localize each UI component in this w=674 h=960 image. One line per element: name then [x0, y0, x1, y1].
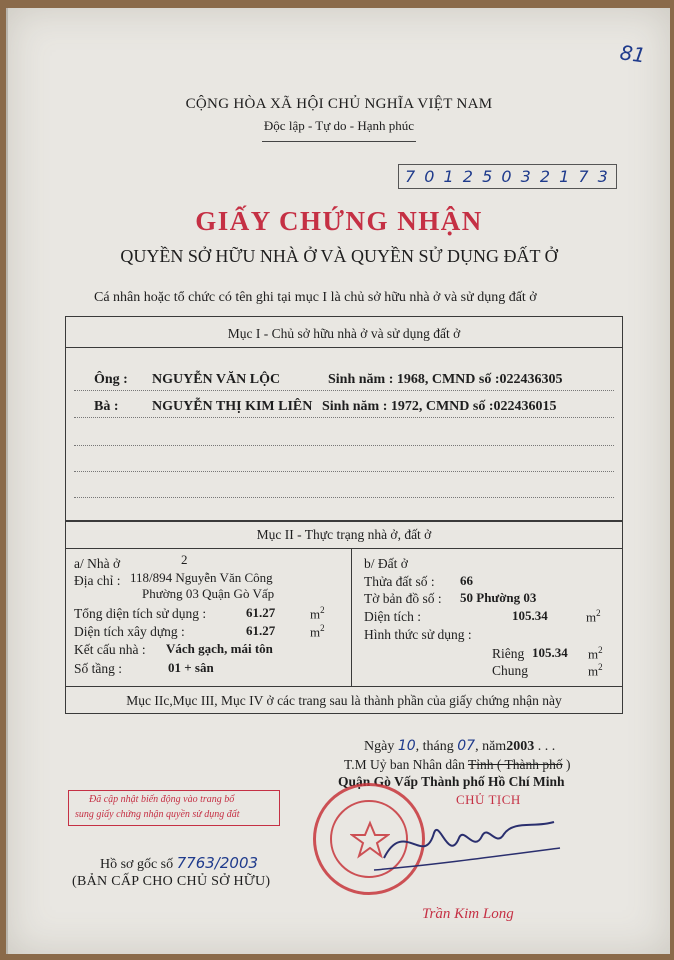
map-label: Tờ bản đồ số : — [364, 591, 442, 606]
address-line-2: Phường 03 Quận Gò Vấp — [142, 586, 275, 601]
date-year: 2003 — [506, 739, 535, 754]
unit: m — [588, 646, 599, 662]
national-title: CỘNG HÒA XÃ HỘI CHỦ NGHĨA VIỆT NAM — [185, 96, 493, 112]
total-area-label: Tổng diện tích sử dụng : — [74, 606, 207, 621]
dotted-line — [74, 390, 614, 391]
usage-label: Hình thức sử dụng : — [364, 627, 472, 642]
structure-label: Kết cấu nhà : — [74, 642, 146, 657]
private-value: 105.34 — [532, 645, 568, 660]
total-area-value: 61.27 — [246, 605, 276, 620]
dotted-line — [74, 471, 614, 472]
records-label: Hồ sơ gốc số — [100, 857, 174, 872]
certificate-title: GIẤY CHỨNG NHẬN — [195, 206, 483, 236]
shared-label: Chung — [492, 663, 529, 678]
owner-2-name: NGUYỄN THỊ KIM LIÊN — [152, 399, 313, 414]
built-area-label: Diện tích xây dựng : — [74, 624, 185, 639]
owner-1-name: NGUYỄN VĂN LỘC — [152, 372, 281, 387]
update-note-box — [68, 790, 280, 826]
update-note-line-1: Đã cập nhật biến động vào trang bổ — [89, 794, 235, 805]
date-line: Ngày 10, tháng 07, năm2003 . . . — [364, 738, 556, 754]
column-divider — [351, 548, 352, 686]
divider — [66, 686, 622, 687]
page-corner-number: 81 — [618, 40, 647, 68]
unit: m — [310, 606, 321, 622]
parcel-value: 66 — [460, 573, 473, 588]
unit: m — [310, 624, 321, 640]
built-area-unit: $m^2$ — [310, 623, 325, 640]
date-day-label: Ngày — [364, 739, 395, 754]
copy-label: (BẢN CẤP CHO CHỦ SỞ HỮU) — [72, 874, 271, 889]
committee-text: T.M Uỷ ban Nhân dân — [344, 757, 465, 772]
map-value: 50 Phường 03 — [460, 590, 537, 605]
dotted-line — [74, 497, 614, 498]
section-2-footer: Mục IIc,Mục III, Mục IV ở các trang sau là thành phần của giấy chứng nhận này — [126, 693, 562, 708]
address-label: Địa chỉ : — [74, 573, 121, 588]
structure-value: Vách gạch, mái tôn — [166, 641, 273, 656]
records-line — [100, 854, 258, 873]
unit: m — [588, 663, 599, 679]
house-number: 2 — [181, 552, 188, 567]
private-label: Riêng — [492, 646, 525, 661]
committee-line — [344, 757, 571, 773]
shared-unit: $m^2$ — [588, 662, 603, 679]
intro-text: Cá nhân hoặc tổ chức có tên ghi tại mục I là chủ sở hữu nhà ở và sử dụng đất ở — [94, 290, 537, 305]
unit: m — [586, 609, 597, 625]
date-year-label: , năm — [475, 739, 507, 754]
owner-1-info: Sinh năm : 1968, CMND số :022436305 — [328, 372, 563, 387]
house-label: a/ Nhà ở — [74, 556, 121, 571]
records-value: 7763/2003 — [176, 854, 259, 872]
land-area-label: Diện tích : — [364, 609, 421, 624]
divider — [66, 548, 622, 549]
date-month-label: , tháng — [415, 739, 454, 754]
private-unit: $m^2$ — [588, 645, 603, 662]
dotted-line — [74, 417, 614, 418]
motto-underline — [262, 141, 416, 142]
national-motto: Độc lập - Tự do - Hạnh phúc — [263, 118, 415, 133]
floors-label: Số tầng : — [74, 661, 123, 676]
divider — [66, 347, 622, 348]
date-month: 07 — [457, 738, 476, 754]
signer-role: CHỦ TỊCH — [456, 792, 521, 807]
built-area-value: 61.27 — [246, 623, 276, 638]
chairman-signature — [364, 808, 564, 878]
floors-value: 01 + sân — [168, 660, 214, 675]
address-line-1: 118/894 Nguyễn Văn Công — [130, 570, 273, 585]
land-area-unit: $m^2$ — [586, 608, 601, 625]
certificate-subtitle: QUYỀN SỞ HỮU NHÀ Ở VÀ QUYỀN SỬ DỤNG ĐẤT Ở — [120, 246, 558, 266]
section-1-box — [65, 316, 623, 522]
section-2-heading: Mục II - Thực trạng nhà ở, đất ở — [256, 527, 432, 542]
land-area-value: 105.34 — [512, 608, 548, 623]
signer-name: Trần Kim Long — [422, 906, 514, 922]
owner-2-info: Sinh năm : 1972, CMND số :022436015 — [322, 399, 557, 414]
owner-1-prefix: Ông : — [94, 372, 128, 387]
committee-end: ) — [562, 757, 571, 772]
date-day: 10 — [397, 738, 416, 754]
district-name: Quận Gò Vấp Thành phố Hồ Chí Minh — [338, 774, 565, 789]
land-label: b/ Đất ở — [364, 556, 408, 571]
certificate-page — [6, 8, 670, 954]
update-note-line-2: sung giấy chứng nhận quyền sử dụng đất — [75, 809, 240, 820]
section-1-heading: Mục I - Chủ sở hữu nhà ở và sử dụng đất ở — [227, 326, 461, 341]
section-2-box — [65, 520, 623, 714]
committee-struck: Tỉnh ( Thành phố — [468, 757, 563, 772]
total-area-unit: $m^2$ — [310, 605, 325, 622]
parcel-label: Thửa đất số : — [364, 574, 435, 589]
dotted-line — [74, 445, 614, 446]
serial-number: 7 0 1 2 5 0 3 2 1 7 3 — [398, 164, 617, 189]
owner-2-prefix: Bà : — [94, 399, 119, 414]
